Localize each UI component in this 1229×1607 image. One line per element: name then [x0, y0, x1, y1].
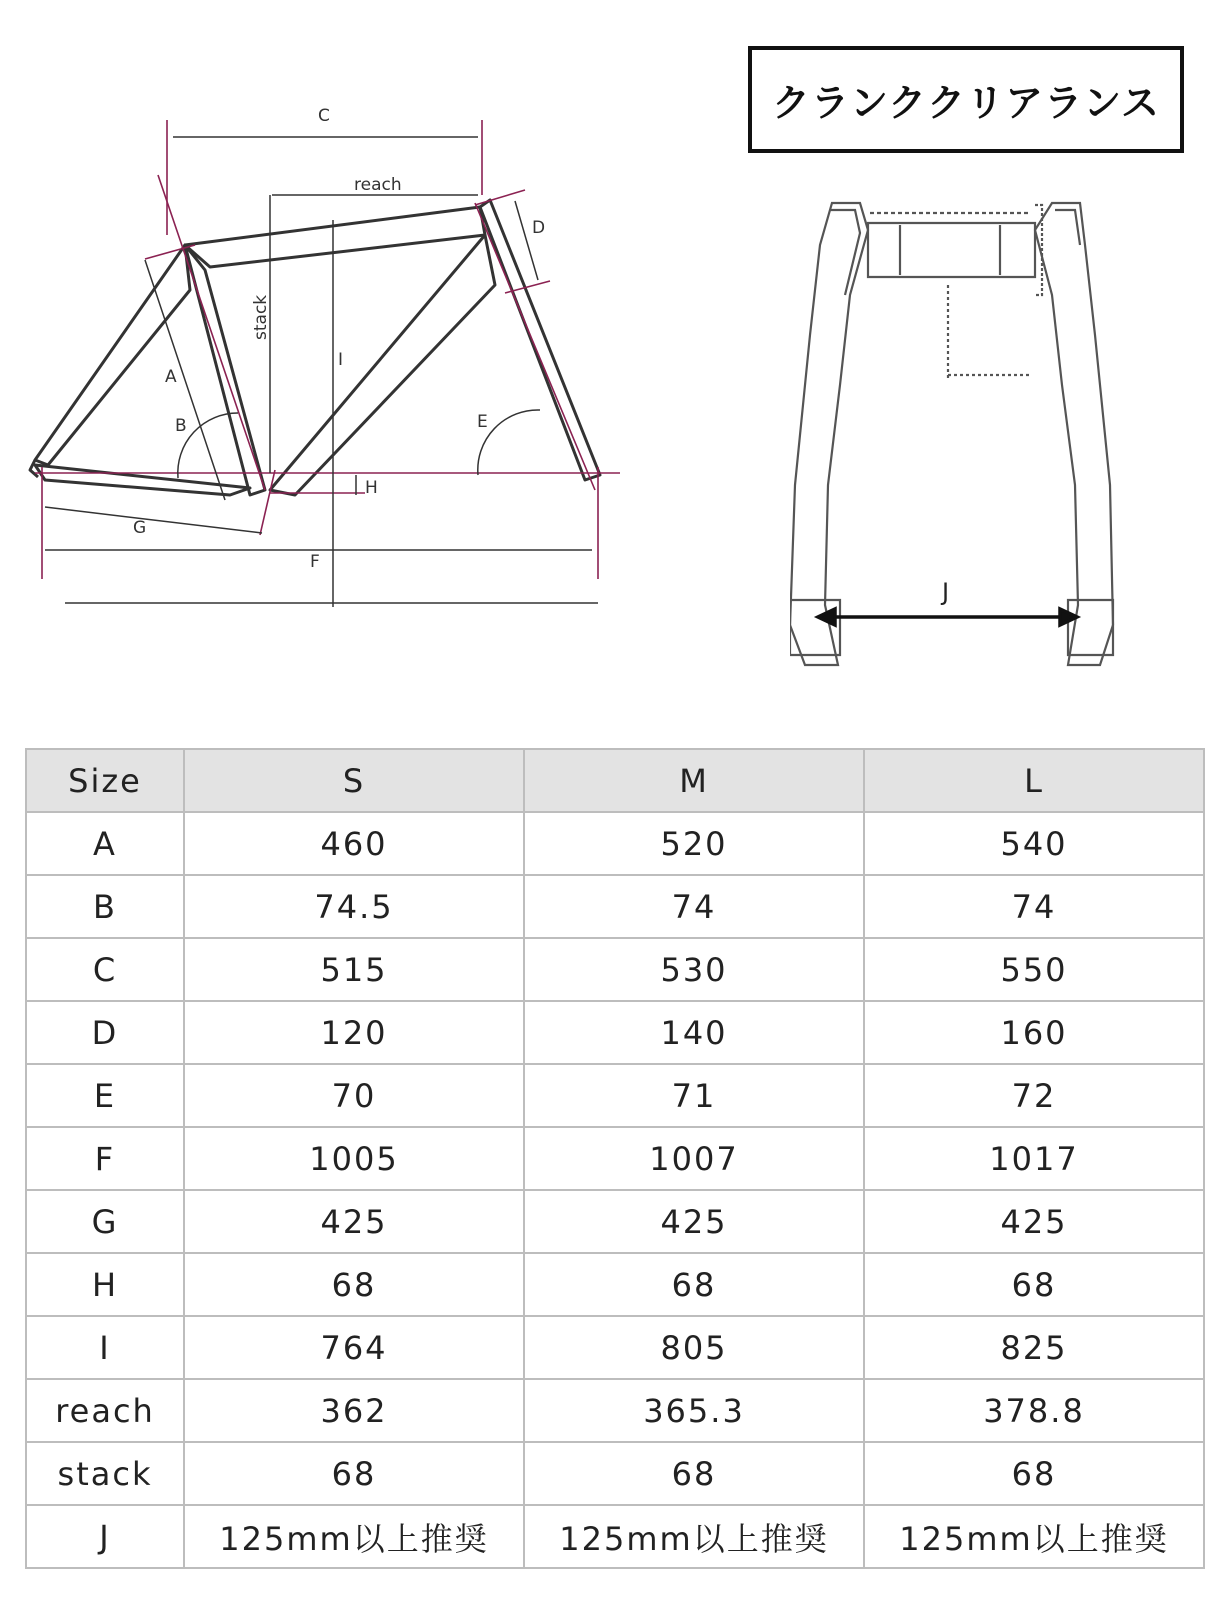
- table-row: [26, 1316, 1204, 1379]
- row-label-cell: E: [26, 1064, 184, 1127]
- row-label-cell: B: [26, 875, 184, 938]
- j-arrow: [818, 609, 1077, 625]
- table-row: [26, 812, 1204, 875]
- table-row: [26, 875, 1204, 938]
- table-row: [26, 1001, 1204, 1064]
- dim-label-e: E: [477, 412, 488, 432]
- table-header-row: [26, 749, 1204, 812]
- measurement-arrows: [45, 137, 598, 607]
- frame-geometry-diagram: [20, 95, 640, 655]
- crank-clearance-diagram: [790, 185, 1130, 695]
- table-body: [26, 812, 1204, 1568]
- row-label-cell: reach: [26, 1379, 184, 1442]
- value-cell: 74.5: [184, 875, 524, 938]
- value-cell: 1017: [864, 1127, 1204, 1190]
- value-cell: 378.8: [864, 1379, 1204, 1442]
- value-cell: 68: [184, 1253, 524, 1316]
- dim-label-i: I: [338, 350, 344, 370]
- row-label-cell: F: [26, 1127, 184, 1190]
- dim-label-stack: stack: [251, 294, 271, 340]
- table-row: [26, 1379, 1204, 1442]
- value-cell: 68: [864, 1253, 1204, 1316]
- row-label-cell: G: [26, 1190, 184, 1253]
- dim-label-g: G: [133, 518, 147, 538]
- value-cell: 805: [524, 1316, 864, 1379]
- geometry-spec-table: [25, 748, 1205, 1569]
- value-cell: 1007: [524, 1127, 864, 1190]
- header-m: M: [524, 749, 864, 812]
- value-cell: 140: [524, 1001, 864, 1064]
- value-cell: 362: [184, 1379, 524, 1442]
- table-row: [26, 1442, 1204, 1505]
- row-label-cell: stack: [26, 1442, 184, 1505]
- row-label-cell: H: [26, 1253, 184, 1316]
- frame-outline: [30, 200, 600, 495]
- dim-label-f: F: [310, 552, 320, 572]
- dim-label-a: A: [165, 367, 177, 387]
- value-cell: 68: [524, 1442, 864, 1505]
- row-label-cell: D: [26, 1001, 184, 1064]
- value-cell: 68: [524, 1253, 864, 1316]
- value-cell: 825: [864, 1316, 1204, 1379]
- table-row: [26, 1253, 1204, 1316]
- dim-label-j: J: [942, 578, 950, 606]
- crank-outline: [790, 203, 1113, 665]
- row-label-cell: J: [26, 1505, 184, 1568]
- dim-label-b: B: [175, 416, 187, 436]
- value-cell: 540: [864, 812, 1204, 875]
- table-row: [26, 1064, 1204, 1127]
- value-cell: 1005: [184, 1127, 524, 1190]
- value-cell: 425: [864, 1190, 1204, 1253]
- value-cell: 425: [184, 1190, 524, 1253]
- value-cell: 764: [184, 1316, 524, 1379]
- dim-label-d: D: [532, 218, 546, 238]
- value-cell: 520: [524, 812, 864, 875]
- header-s: S: [184, 749, 524, 812]
- value-cell: 425: [524, 1190, 864, 1253]
- value-cell: 550: [864, 938, 1204, 1001]
- value-cell: 125mm以上推奨: [524, 1505, 864, 1568]
- value-cell: 74: [864, 875, 1204, 938]
- table-row: [26, 1505, 1204, 1568]
- dim-label-h: H: [365, 478, 378, 498]
- value-cell: 68: [864, 1442, 1204, 1505]
- table-row: [26, 1190, 1204, 1253]
- value-cell: 68: [184, 1442, 524, 1505]
- value-cell: 70: [184, 1064, 524, 1127]
- crank-clearance-title: クランククリアランス: [748, 46, 1184, 153]
- value-cell: 515: [184, 938, 524, 1001]
- value-cell: 530: [524, 938, 864, 1001]
- value-cell: 125mm以上推奨: [864, 1505, 1204, 1568]
- value-cell: 365.3: [524, 1379, 864, 1442]
- table-row: [26, 938, 1204, 1001]
- header-l: L: [864, 749, 1204, 812]
- value-cell: 74: [524, 875, 864, 938]
- row-label-cell: I: [26, 1316, 184, 1379]
- value-cell: 120: [184, 1001, 524, 1064]
- dimension-lines: [35, 120, 620, 579]
- value-cell: 125mm以上推奨: [184, 1505, 524, 1568]
- row-label-cell: C: [26, 938, 184, 1001]
- dim-label-c: C: [318, 106, 330, 126]
- header-size: Size: [26, 749, 184, 812]
- value-cell: 160: [864, 1001, 1204, 1064]
- row-label-cell: A: [26, 812, 184, 875]
- table-row: [26, 1127, 1204, 1190]
- dim-label-reach: reach: [354, 175, 402, 195]
- value-cell: 72: [864, 1064, 1204, 1127]
- value-cell: 71: [524, 1064, 864, 1127]
- value-cell: 460: [184, 812, 524, 875]
